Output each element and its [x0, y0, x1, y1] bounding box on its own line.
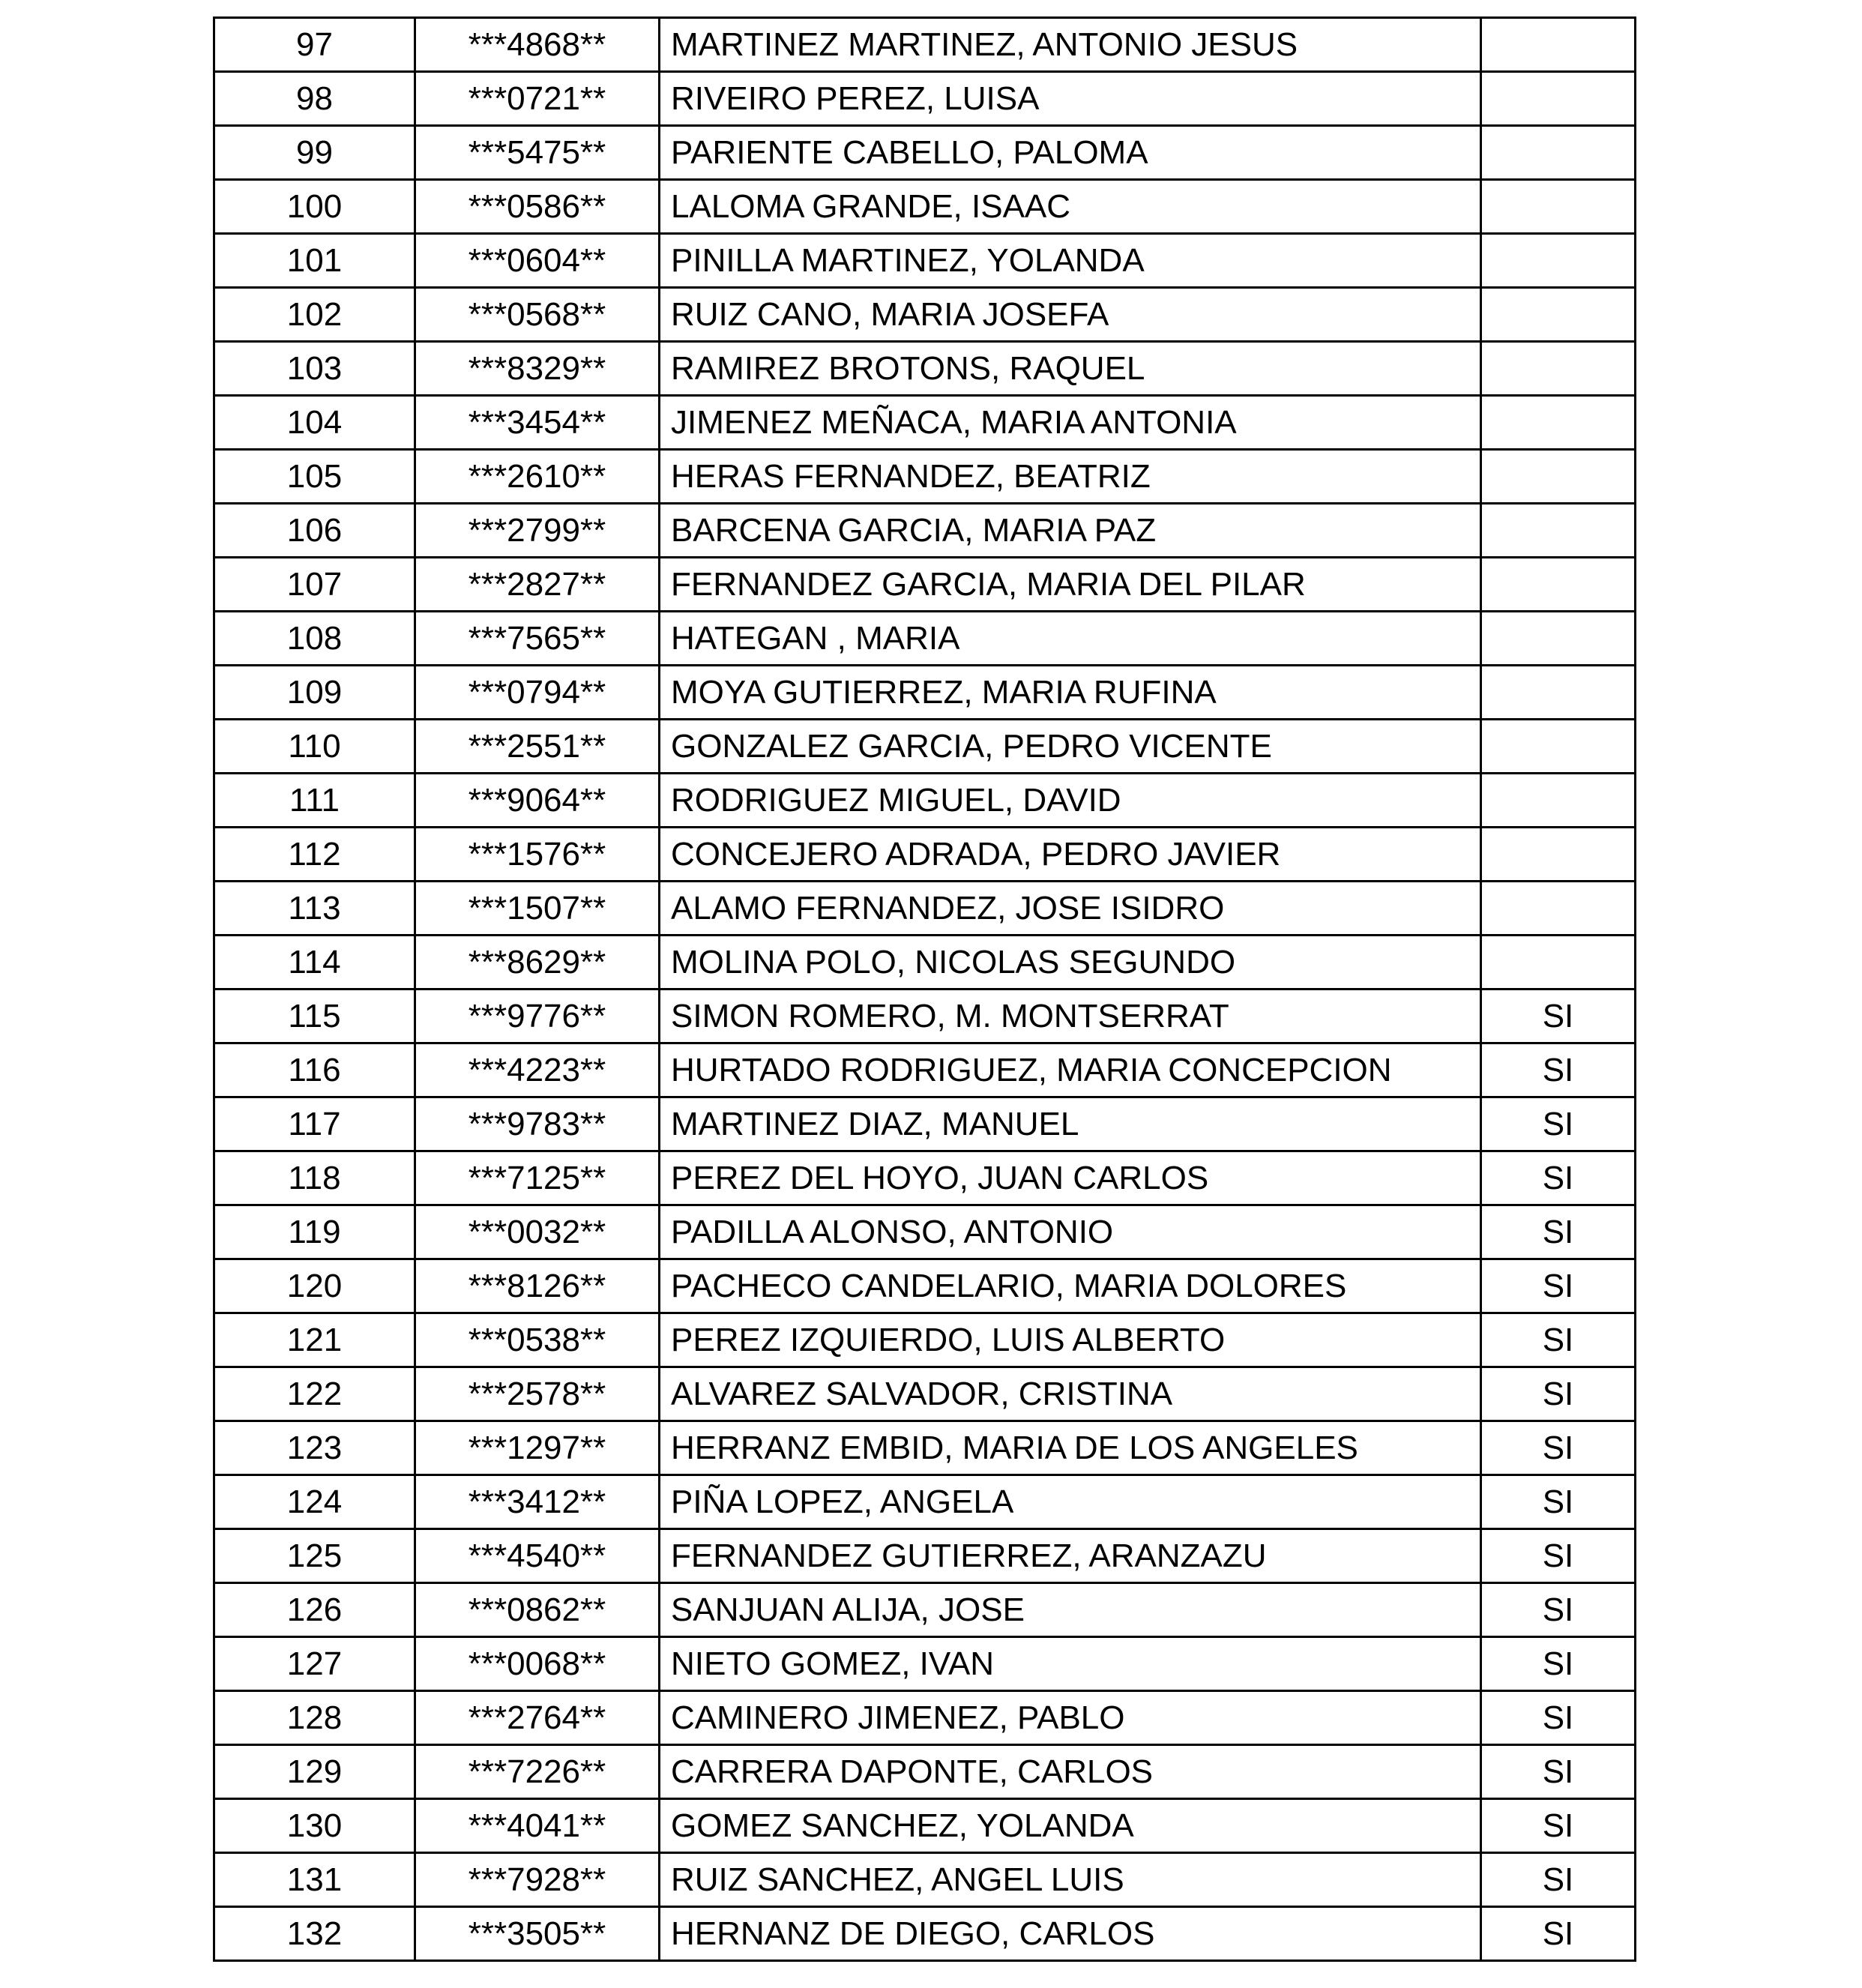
full-name-cell: GONZALEZ GARCIA, PEDRO VICENTE — [660, 720, 1481, 774]
masked-id-cell: ***0721** — [415, 72, 660, 126]
status-flag-cell: SI — [1481, 1907, 1636, 1961]
table-row — [214, 666, 1636, 720]
masked-id-cell: ***8126** — [415, 1259, 660, 1313]
full-name-cell: RUIZ CANO, MARIA JOSEFA — [660, 288, 1481, 342]
row-number-cell: 128 — [214, 1691, 415, 1745]
row-number-cell: 127 — [214, 1637, 415, 1691]
masked-id-cell: ***7125** — [415, 1151, 660, 1205]
full-name-cell: HATEGAN , MARIA — [660, 612, 1481, 666]
table-row — [214, 1313, 1636, 1367]
row-number-cell: 124 — [214, 1475, 415, 1529]
masked-id-cell: ***2578** — [415, 1367, 660, 1421]
masked-id-cell: ***1576** — [415, 828, 660, 882]
table-row — [214, 1853, 1636, 1907]
row-number-cell: 103 — [214, 342, 415, 396]
masked-id-cell: ***4041** — [415, 1799, 660, 1853]
table-row — [214, 828, 1636, 882]
row-number-cell: 112 — [214, 828, 415, 882]
status-flag-cell: SI — [1481, 1205, 1636, 1259]
masked-id-cell: ***4868** — [415, 18, 660, 72]
full-name-cell: HERRANZ EMBID, MARIA DE LOS ANGELES — [660, 1421, 1481, 1475]
full-name-cell: BARCENA GARCIA, MARIA PAZ — [660, 504, 1481, 558]
table-row — [214, 990, 1636, 1043]
table-row — [214, 936, 1636, 990]
status-flag-cell — [1481, 288, 1636, 342]
masked-id-cell: ***7928** — [415, 1853, 660, 1907]
full-name-cell: PACHECO CANDELARIO, MARIA DOLORES — [660, 1259, 1481, 1313]
full-name-cell: CAMINERO JIMENEZ, PABLO — [660, 1691, 1481, 1745]
table-row — [214, 1799, 1636, 1853]
table-row — [214, 126, 1636, 180]
row-number-cell: 107 — [214, 558, 415, 612]
masked-id-cell: ***1297** — [415, 1421, 660, 1475]
full-name-cell: SANJUAN ALIJA, JOSE — [660, 1583, 1481, 1637]
table-row — [214, 72, 1636, 126]
status-flag-cell — [1481, 882, 1636, 936]
status-flag-cell: SI — [1481, 1259, 1636, 1313]
status-flag-cell: SI — [1481, 1637, 1636, 1691]
masked-id-cell: ***0032** — [415, 1205, 660, 1259]
full-name-cell: GOMEZ SANCHEZ, YOLANDA — [660, 1799, 1481, 1853]
table-row — [214, 1583, 1636, 1637]
masked-id-cell: ***9783** — [415, 1097, 660, 1151]
full-name-cell: RIVEIRO PEREZ, LUISA — [660, 72, 1481, 126]
table-row — [214, 504, 1636, 558]
full-name-cell: ALVAREZ SALVADOR, CRISTINA — [660, 1367, 1481, 1421]
masked-id-cell: ***0586** — [415, 180, 660, 234]
row-number-cell: 121 — [214, 1313, 415, 1367]
row-number-cell: 100 — [214, 180, 415, 234]
masked-id-cell: ***2764** — [415, 1691, 660, 1745]
table-row — [214, 1907, 1636, 1961]
table-row — [214, 1205, 1636, 1259]
status-flag-cell: SI — [1481, 1043, 1636, 1097]
row-number-cell: 130 — [214, 1799, 415, 1853]
full-name-cell: LALOMA GRANDE, ISAAC — [660, 180, 1481, 234]
status-flag-cell — [1481, 828, 1636, 882]
masked-id-cell: ***2610** — [415, 450, 660, 504]
masked-id-cell: ***0794** — [415, 666, 660, 720]
status-flag-cell — [1481, 666, 1636, 720]
status-flag-cell — [1481, 126, 1636, 180]
full-name-cell: FERNANDEZ GUTIERREZ, ARANZAZU — [660, 1529, 1481, 1583]
status-flag-cell: SI — [1481, 990, 1636, 1043]
full-name-cell: PINILLA MARTINEZ, YOLANDA — [660, 234, 1481, 288]
row-number-cell: 132 — [214, 1907, 415, 1961]
masked-id-cell: ***0068** — [415, 1637, 660, 1691]
full-name-cell: JIMENEZ MEÑACA, MARIA ANTONIA — [660, 396, 1481, 450]
full-name-cell: FERNANDEZ GARCIA, MARIA DEL PILAR — [660, 558, 1481, 612]
table-row — [214, 1367, 1636, 1421]
row-number-cell: 99 — [214, 126, 415, 180]
row-number-cell: 97 — [214, 18, 415, 72]
status-flag-cell — [1481, 720, 1636, 774]
full-name-cell: NIETO GOMEZ, IVAN — [660, 1637, 1481, 1691]
status-flag-cell: SI — [1481, 1583, 1636, 1637]
full-name-cell: RODRIGUEZ MIGUEL, DAVID — [660, 774, 1481, 828]
status-flag-cell — [1481, 18, 1636, 72]
row-number-cell: 105 — [214, 450, 415, 504]
status-flag-cell: SI — [1481, 1745, 1636, 1799]
full-name-cell: HURTADO RODRIGUEZ, MARIA CONCEPCION — [660, 1043, 1481, 1097]
table-row — [214, 234, 1636, 288]
status-flag-cell — [1481, 504, 1636, 558]
status-flag-cell — [1481, 558, 1636, 612]
table-row — [214, 180, 1636, 234]
status-flag-cell — [1481, 450, 1636, 504]
status-flag-cell: SI — [1481, 1799, 1636, 1853]
row-number-cell: 126 — [214, 1583, 415, 1637]
full-name-cell: MOYA GUTIERREZ, MARIA RUFINA — [660, 666, 1481, 720]
full-name-cell: PADILLA ALONSO, ANTONIO — [660, 1205, 1481, 1259]
table-row — [214, 1691, 1636, 1745]
table-row — [214, 1421, 1636, 1475]
masked-id-cell: ***0538** — [415, 1313, 660, 1367]
masked-id-cell: ***8629** — [415, 936, 660, 990]
row-number-cell: 101 — [214, 234, 415, 288]
row-number-cell: 123 — [214, 1421, 415, 1475]
table-row — [214, 1043, 1636, 1097]
row-number-cell: 106 — [214, 504, 415, 558]
row-number-cell: 131 — [214, 1853, 415, 1907]
full-name-cell: ALAMO FERNANDEZ, JOSE ISIDRO — [660, 882, 1481, 936]
row-number-cell: 120 — [214, 1259, 415, 1313]
status-flag-cell: SI — [1481, 1151, 1636, 1205]
row-number-cell: 116 — [214, 1043, 415, 1097]
table-row — [214, 342, 1636, 396]
full-name-cell: HERAS FERNANDEZ, BEATRIZ — [660, 450, 1481, 504]
status-flag-cell — [1481, 936, 1636, 990]
status-flag-cell: SI — [1481, 1421, 1636, 1475]
row-number-cell: 113 — [214, 882, 415, 936]
masked-id-cell: ***1507** — [415, 882, 660, 936]
row-number-cell: 122 — [214, 1367, 415, 1421]
row-number-cell: 108 — [214, 612, 415, 666]
masked-id-cell: ***4540** — [415, 1529, 660, 1583]
masked-id-cell: ***0568** — [415, 288, 660, 342]
status-flag-cell: SI — [1481, 1097, 1636, 1151]
masked-id-cell: ***0862** — [415, 1583, 660, 1637]
masked-id-cell: ***9064** — [415, 774, 660, 828]
row-number-cell: 119 — [214, 1205, 415, 1259]
full-name-cell: CONCEJERO ADRADA, PEDRO JAVIER — [660, 828, 1481, 882]
masked-id-cell: ***3505** — [415, 1907, 660, 1961]
table-row — [214, 1637, 1636, 1691]
table-row — [214, 1475, 1636, 1529]
masked-id-cell: ***7226** — [415, 1745, 660, 1799]
masked-id-cell: ***3454** — [415, 396, 660, 450]
status-flag-cell — [1481, 72, 1636, 126]
table-row — [214, 288, 1636, 342]
full-name-cell: MARTINEZ MARTINEZ, ANTONIO JESUS — [660, 18, 1481, 72]
status-flag-cell — [1481, 234, 1636, 288]
row-number-cell: 98 — [214, 72, 415, 126]
status-flag-cell — [1481, 774, 1636, 828]
masked-id-cell: ***4223** — [415, 1043, 660, 1097]
row-number-cell: 118 — [214, 1151, 415, 1205]
table-row — [214, 1529, 1636, 1583]
full-name-cell: HERNANZ DE DIEGO, CARLOS — [660, 1907, 1481, 1961]
row-number-cell: 115 — [214, 990, 415, 1043]
masked-id-cell: ***3412** — [415, 1475, 660, 1529]
status-flag-cell: SI — [1481, 1691, 1636, 1745]
full-name-cell: PARIENTE CABELLO, PALOMA — [660, 126, 1481, 180]
table-row — [214, 1097, 1636, 1151]
masked-id-cell: ***5475** — [415, 126, 660, 180]
row-number-cell: 104 — [214, 396, 415, 450]
full-name-cell: MARTINEZ DIAZ, MANUEL — [660, 1097, 1481, 1151]
row-number-cell: 111 — [214, 774, 415, 828]
candidate-list-body — [214, 18, 1636, 1961]
status-flag-cell: SI — [1481, 1367, 1636, 1421]
masked-id-cell: ***2799** — [415, 504, 660, 558]
status-flag-cell — [1481, 180, 1636, 234]
table-row — [214, 612, 1636, 666]
full-name-cell: PEREZ IZQUIERDO, LUIS ALBERTO — [660, 1313, 1481, 1367]
full-name-cell: RAMIREZ BROTONS, RAQUEL — [660, 342, 1481, 396]
row-number-cell: 125 — [214, 1529, 415, 1583]
full-name-cell: RUIZ SANCHEZ, ANGEL LUIS — [660, 1853, 1481, 1907]
table-row — [214, 1259, 1636, 1313]
masked-id-cell: ***0604** — [415, 234, 660, 288]
masked-id-cell: ***2551** — [415, 720, 660, 774]
full-name-cell: CARRERA DAPONTE, CARLOS — [660, 1745, 1481, 1799]
table-row — [214, 450, 1636, 504]
full-name-cell: PIÑA LOPEZ, ANGELA — [660, 1475, 1481, 1529]
row-number-cell: 129 — [214, 1745, 415, 1799]
row-number-cell: 102 — [214, 288, 415, 342]
table-row — [214, 1745, 1636, 1799]
row-number-cell: 110 — [214, 720, 415, 774]
full-name-cell: SIMON ROMERO, M. MONTSERRAT — [660, 990, 1481, 1043]
full-name-cell: PEREZ DEL HOYO, JUAN CARLOS — [660, 1151, 1481, 1205]
status-flag-cell: SI — [1481, 1475, 1636, 1529]
full-name-cell: MOLINA POLO, NICOLAS SEGUNDO — [660, 936, 1481, 990]
status-flag-cell — [1481, 396, 1636, 450]
status-flag-cell — [1481, 342, 1636, 396]
table-row — [214, 720, 1636, 774]
status-flag-cell: SI — [1481, 1529, 1636, 1583]
table-row — [214, 882, 1636, 936]
table-row — [214, 18, 1636, 72]
table-row — [214, 774, 1636, 828]
masked-id-cell: ***8329** — [415, 342, 660, 396]
status-flag-cell: SI — [1481, 1313, 1636, 1367]
table-row — [214, 396, 1636, 450]
table-row — [214, 1151, 1636, 1205]
status-flag-cell: SI — [1481, 1853, 1636, 1907]
status-flag-cell — [1481, 612, 1636, 666]
masked-id-cell: ***2827** — [415, 558, 660, 612]
row-number-cell: 114 — [214, 936, 415, 990]
row-number-cell: 117 — [214, 1097, 415, 1151]
candidate-list-table — [213, 16, 1636, 1962]
table-row — [214, 558, 1636, 612]
masked-id-cell: ***9776** — [415, 990, 660, 1043]
row-number-cell: 109 — [214, 666, 415, 720]
masked-id-cell: ***7565** — [415, 612, 660, 666]
